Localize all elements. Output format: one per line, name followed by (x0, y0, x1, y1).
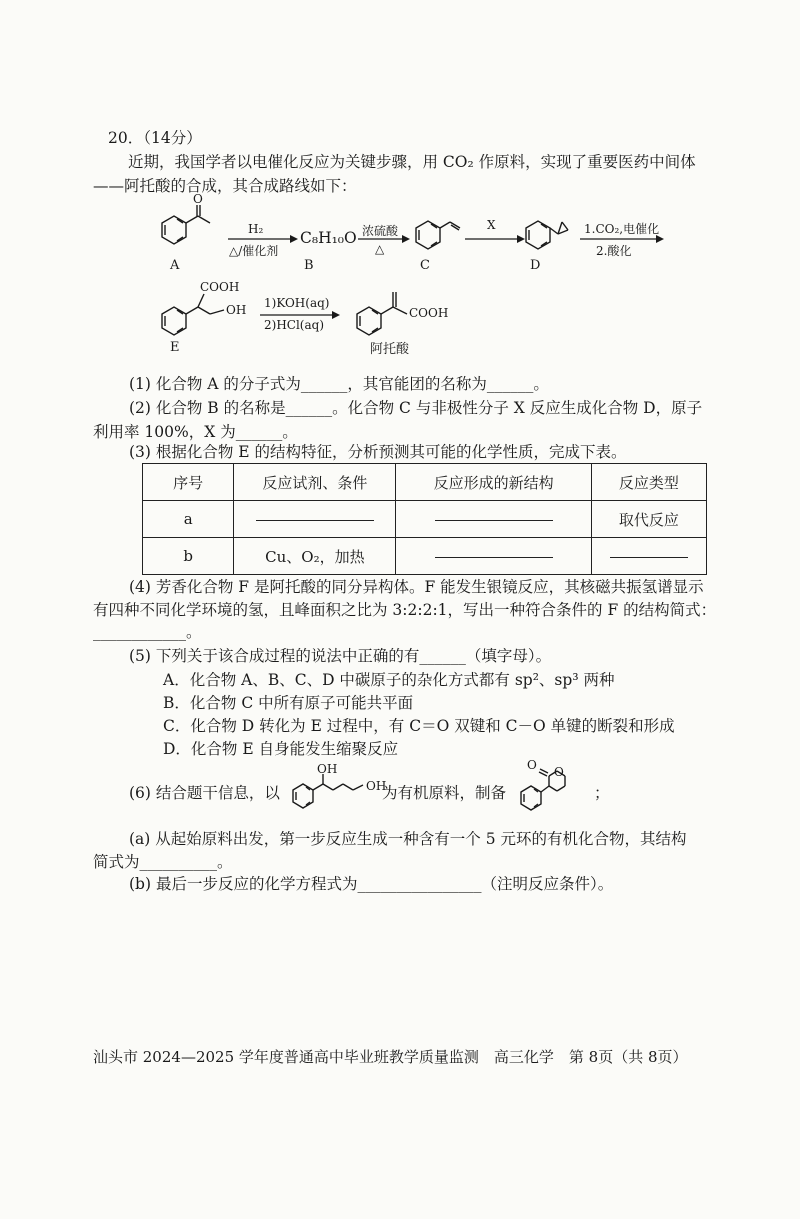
arrow2-bottom: △ (375, 242, 385, 256)
q4-line-3: ____________。 (93, 623, 202, 641)
q6a-line-2: 简式为__________。 (93, 853, 233, 871)
q6-end: ； (594, 784, 610, 802)
compound-d-structure (520, 210, 580, 260)
question-number: 20．（14分） (108, 129, 202, 147)
q1: (1) 化合物 A 的分子式为______，其官能团的名称为______。 (129, 375, 549, 393)
row-b-type-blank[interactable] (591, 538, 706, 575)
label-atropic-acid: 阿托酸 (370, 342, 410, 357)
q4-line-2: 有四种不同化学环境的氢，且峰面积之比为 3:2:2:1，写出一种符合条件的 F 的结构简式： (93, 601, 717, 619)
atropic-acid-cooh: COOH (409, 306, 449, 320)
compound-a-oxygen: O (193, 192, 203, 206)
row-b-id: b (143, 538, 234, 575)
lactone-carbonyl-o: O (527, 758, 537, 772)
q2-line-2: 利用率 100%，X 为______。 (93, 423, 298, 441)
q5-option-a: A．化合物 A、B、C、D 中碳原子的杂化方式都有 sp²、sp³ 两种 (163, 671, 615, 689)
table-row (143, 501, 707, 538)
q6-middle: 为有机原料，制备 (382, 784, 507, 802)
arrow-3 (465, 234, 525, 244)
table-header-row (143, 464, 707, 501)
row-a-structure-blank[interactable] (396, 501, 591, 538)
q5-option-c: C．化合物 D 转化为 E 过程中，有 C＝O 双键和 C－O 单键的断裂和形成 (163, 717, 675, 735)
header-new-structure: 反应形成的新结构 (396, 464, 591, 501)
label-c: C (420, 258, 430, 273)
arrow1-bottom: △/催化剂 (229, 244, 279, 258)
page-footer: 汕头市 2024—2025 学年度普通高中毕业班教学质量监测 高三化学 第 8页（共 8页） (93, 1048, 688, 1066)
header-id: 序号 (143, 464, 234, 501)
header-reagent: 反应试剂、条件 (234, 464, 396, 501)
q5: (5) 下列关于该合成过程的说法中正确的有______（填字母）。 (129, 647, 552, 665)
compound-a-structure (150, 198, 220, 258)
q5-option-d: D．化合物 E 自身能发生缩聚反应 (163, 740, 399, 758)
arrow2-top: 浓硫酸 (362, 224, 399, 238)
label-e: E (170, 340, 180, 355)
q6a-line-1: (a) 从起始原料出发，第一步反应生成一种含有一个 5 元环的有机化合物，其结构 (129, 830, 687, 848)
q2-line-1: (2) 化合物 B 的名称是______。化合物 C 与非极性分子 X 反应生成化合物 D，原子 (129, 399, 703, 417)
compound-e-cooh: COOH (200, 280, 240, 294)
header-reaction-type: 反应类型 (591, 464, 706, 501)
row-a-id: a (143, 501, 234, 538)
row-b-structure-blank[interactable] (396, 538, 591, 575)
arrow1-top: H₂ (248, 222, 264, 236)
q6-prefix: (6) 结合题干信息，以 (129, 784, 280, 802)
compound-e-oh: OH (226, 303, 247, 317)
label-d: D (530, 258, 541, 273)
label-a: A (170, 258, 180, 273)
q5-option-b: B．化合物 C 中所有原子可能共平面 (163, 694, 414, 712)
lactone-ring-o: O (554, 765, 564, 779)
arrow4-top: 1.CO₂,电催化 (584, 222, 660, 236)
label-b: B (304, 258, 314, 273)
arrow5-bottom: 2)HCl(aq) (264, 318, 324, 332)
q3: (3) 根据化合物 E 的结构特征，分析预测其可能的化学性质，完成下表。 (129, 443, 627, 461)
row-a-reagent-blank[interactable] (234, 501, 396, 538)
q4-line-1: (4) 芳香化合物 F 是阿托酸的同分异构体。F 能发生银镜反应，其核磁共振氢谱显示 (129, 578, 704, 596)
properties-table (142, 463, 707, 575)
table-row (143, 538, 707, 575)
arrow3-top: X (487, 218, 496, 232)
starting-material-oh-1: OH (317, 762, 338, 776)
row-a-type: 取代反应 (591, 501, 706, 538)
intro-line-1: 近期，我国学者以电催化反应为关键步骤，用 CO₂ 作原料，实现了重要医药中间体 (128, 153, 696, 171)
arrow5-top: 1)KOH(aq) (264, 296, 330, 310)
q6b: (b) 最后一步反应的化学方程式为________________（注明反应条件）。 (129, 875, 614, 893)
compound-b-formula: C₈H₁₀O (300, 229, 357, 247)
intro-line-2: ——阿托酸的合成，其合成路线如下： (93, 177, 357, 195)
compound-c-structure (410, 210, 470, 260)
arrow4-bottom: 2.酸化 (596, 244, 632, 258)
row-b-reagent: Cu、O₂，加热 (234, 538, 396, 575)
starting-material-oh-2: OH (366, 779, 387, 793)
